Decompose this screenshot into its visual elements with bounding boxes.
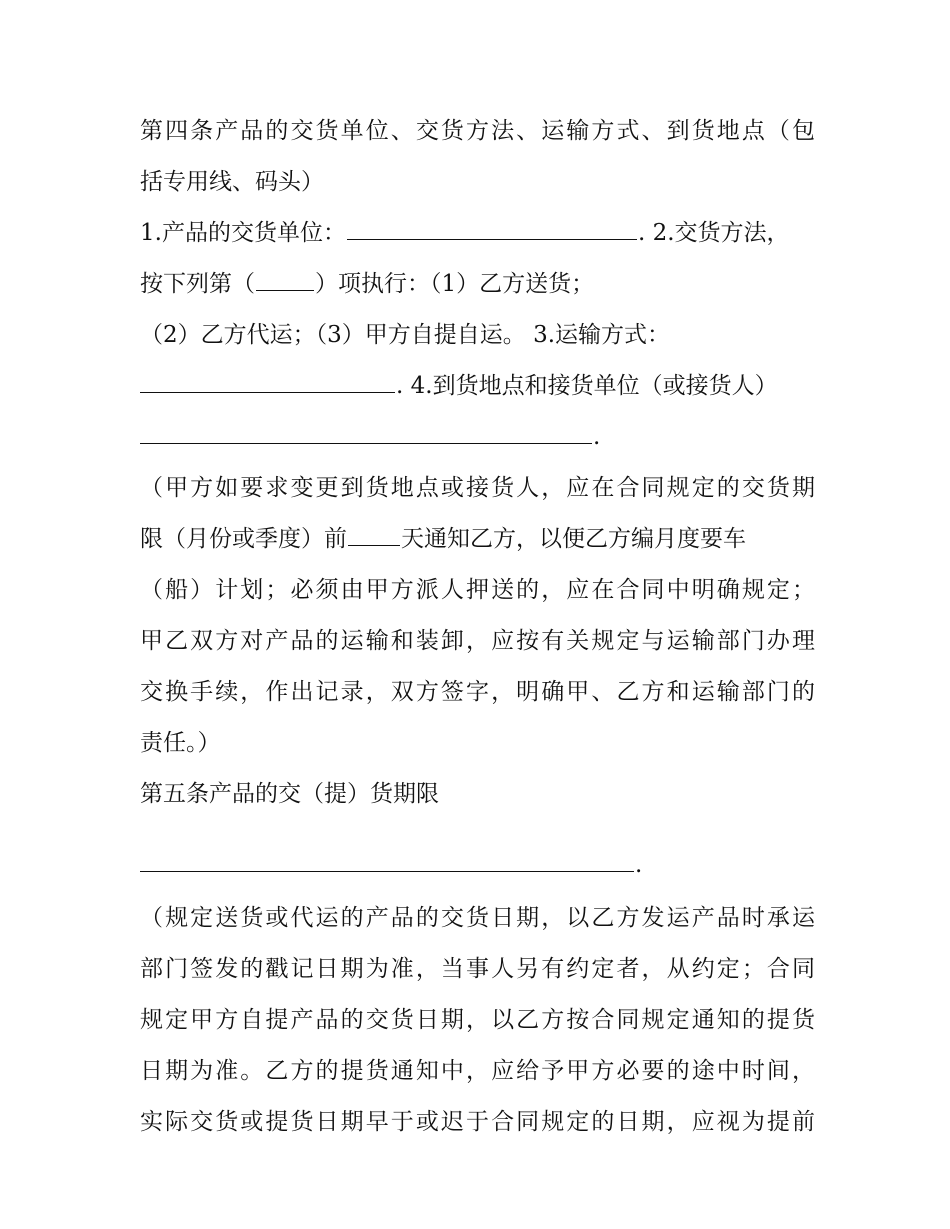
item2-label: . 2.交货方法，	[637, 220, 790, 246]
article5-title: 第五条产品的交（提）货期限	[140, 781, 439, 807]
item2-suffix-text: ）项执行：（1）乙方送货；	[315, 271, 595, 297]
article5-para-line5: 实际交货或提货日期早于或迟于合同规定的日期，应视为提前	[140, 1109, 815, 1135]
note-line2-suffix: 天通知乙方，以便乙方编月度要车	[401, 526, 746, 552]
transport-method-blank	[140, 374, 395, 393]
article4-note-line6: 责任。）	[140, 730, 221, 756]
article5-para-line1: （规定送货或代运的产品的交货日期，以乙方发运产品时承运	[140, 905, 815, 931]
article4-item4-line	[140, 361, 815, 412]
article5-blank-line	[140, 840, 815, 891]
receiver-blank	[140, 425, 592, 444]
note-line2-prefix: 限（月份或季度）前	[140, 526, 347, 552]
article5-para-line4: 日期为准。乙方的提货通知中，应给予甲方必要的途中时间，	[140, 1058, 815, 1084]
article4-item1-line	[140, 208, 815, 259]
delivery-unit-blank	[347, 221, 637, 240]
notice-days-blank	[348, 527, 400, 546]
article4-note-line3: （船）计划；必须由甲方派人押送的，应在合同中明确规定；	[140, 577, 815, 603]
article4-note-line1: （甲方如要求变更到货地点或接货人，应在合同规定的交货期	[140, 475, 815, 501]
article4-item2-line3: （2）乙方代运；（3）甲方自提自运。 3.运输方式：	[140, 322, 671, 348]
article4-note-line5: 交换手续，作出记录，双方签字，明确甲、乙方和运输部门的	[140, 679, 815, 705]
article5-end-period: .	[635, 852, 643, 878]
item4-label: . 4.到货地点和接货单位（或接货人）	[396, 373, 778, 399]
article5-para-line3: 规定甲方自提产品的交货日期，以乙方按合同规定通知的提货	[140, 1007, 815, 1033]
delivery-method-blank	[256, 272, 314, 291]
article4-title-line2: 括专用线、码头）	[140, 169, 324, 195]
article4-receiver-line	[140, 412, 815, 463]
item1-label: 1.产品的交货单位：	[140, 220, 346, 246]
article4-note-line4: 甲乙双方对产品的运输和装卸，应按有关规定与运输部门办理	[140, 628, 815, 654]
document-body	[140, 106, 815, 1148]
article4-note-line2	[140, 514, 815, 565]
article4-title-line1: 第四条产品的交货单位、交货方法、运输方式、到货地点（包	[140, 118, 815, 144]
article5-para-line2: 部门签发的戳记日期为准，当事人另有约定者，从约定；合同	[140, 956, 815, 982]
item2-prefix-text: 按下列第（	[140, 271, 255, 297]
receiver-end-period: .	[593, 424, 601, 450]
delivery-period-blank	[140, 853, 634, 872]
article4-item2-line2	[140, 259, 815, 310]
